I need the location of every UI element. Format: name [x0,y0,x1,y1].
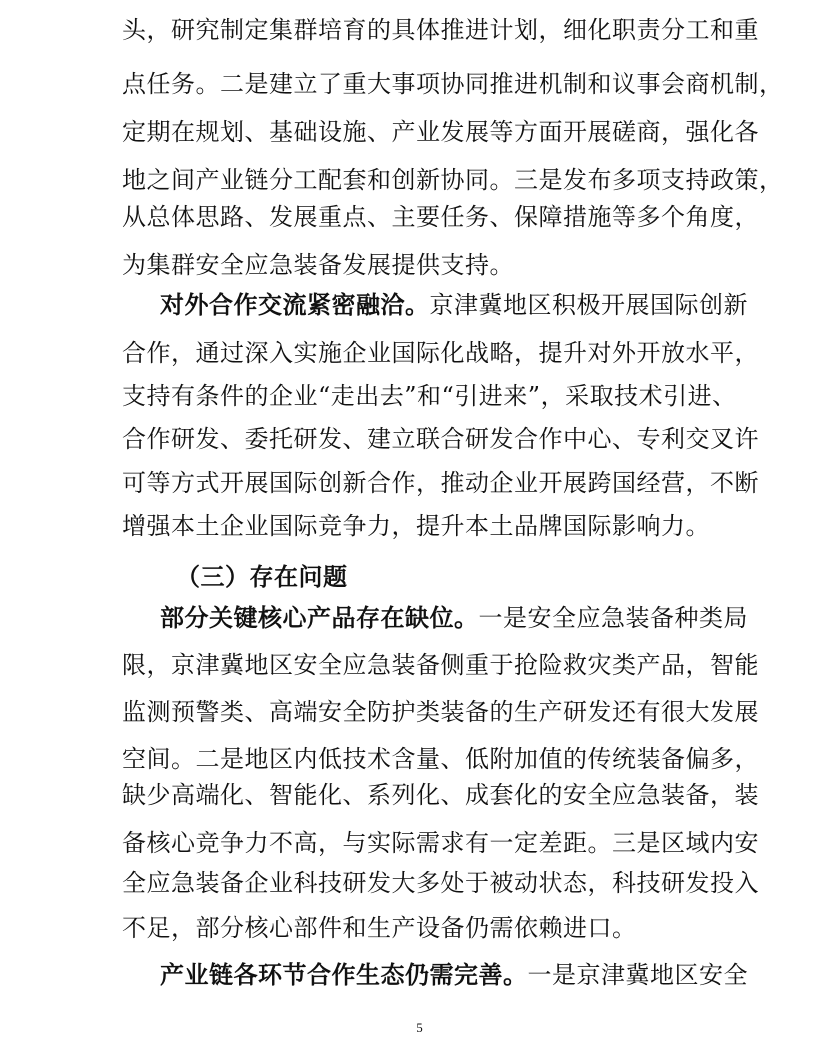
paragraph-line: 不足，部分核心部件和生产设备仍需依赖进口。 [122,914,637,942]
paragraph-line: 全应急装备企业科技研发大多处于被动状态，科技研发投入 [122,869,759,897]
paragraph-line: 合作研发、委托研发、建立联合研发合作中心、专利交叉许 [122,425,759,453]
paragraph-lead: 产业链各环节合作生态仍需完善。 [160,960,528,989]
paragraph-line: 支持有条件的企业“走出去”和“引进来”，采取技术引进、 [122,382,737,410]
section-heading: （三）存在问题 [176,562,348,591]
paragraph-line: 从总体思路、发展重点、主要任务、保障措施等多个角度， [122,203,759,231]
paragraph-line: 地之间产业链分工配套和创新协同。三是发布多项支持政策， [122,166,784,194]
paragraph-line: 一是安全应急装备种类局 [478,604,748,632]
paragraph-line: 定期在规划、基础设施、产业发展等方面开展磋商，强化各 [122,118,759,146]
paragraph-line: 空间。二是地区内低技术含量、低附加值的传统装备偏多， [122,745,759,773]
paragraph-first-line [160,290,748,320]
page-number: 5 [416,1020,423,1035]
paragraph-first-line [160,603,748,633]
paragraph-line: 备核心竞争力不高，与实际需求有一定差距。三是区域内安 [122,829,759,857]
paragraph-line: 一是京津冀地区安全 [527,961,748,989]
paragraph-line: 监测预警类、高端安全防护类装备的生产研发还有很大发展 [122,698,759,726]
paragraph-line: 可等方式开展国际创新合作，推动企业开展跨国经营，不断 [122,469,759,497]
paragraph-line: 缺少高端化、智能化、系列化、成套化的安全应急装备，装 [122,781,759,809]
paragraph-line: 头，研究制定集群培育的具体推进计划，细化职责分工和重 [122,16,759,44]
paragraph-line: 点任务。二是建立了重大事项协同推进机制和议事会商机制， [122,70,784,98]
paragraph-lead: 对外合作交流紧密融洽。 [160,290,430,319]
paragraph-line: 为集群安全应急装备发展提供支持。 [122,251,514,279]
paragraph-line: 增强本土企业国际竞争力，提升本土品牌国际影响力。 [122,512,710,540]
paragraph-line: 京津冀地区积极开展国际创新 [429,291,748,319]
paragraph-first-line [160,960,748,990]
paragraph-line: 限，京津冀地区安全应急装备侧重于抢险救灾类产品，智能 [122,651,759,679]
paragraph-line: 合作，通过深入实施企业国际化战略，提升对外开放水平， [122,339,759,367]
paragraph-lead: 部分关键核心产品存在缺位。 [160,603,479,632]
